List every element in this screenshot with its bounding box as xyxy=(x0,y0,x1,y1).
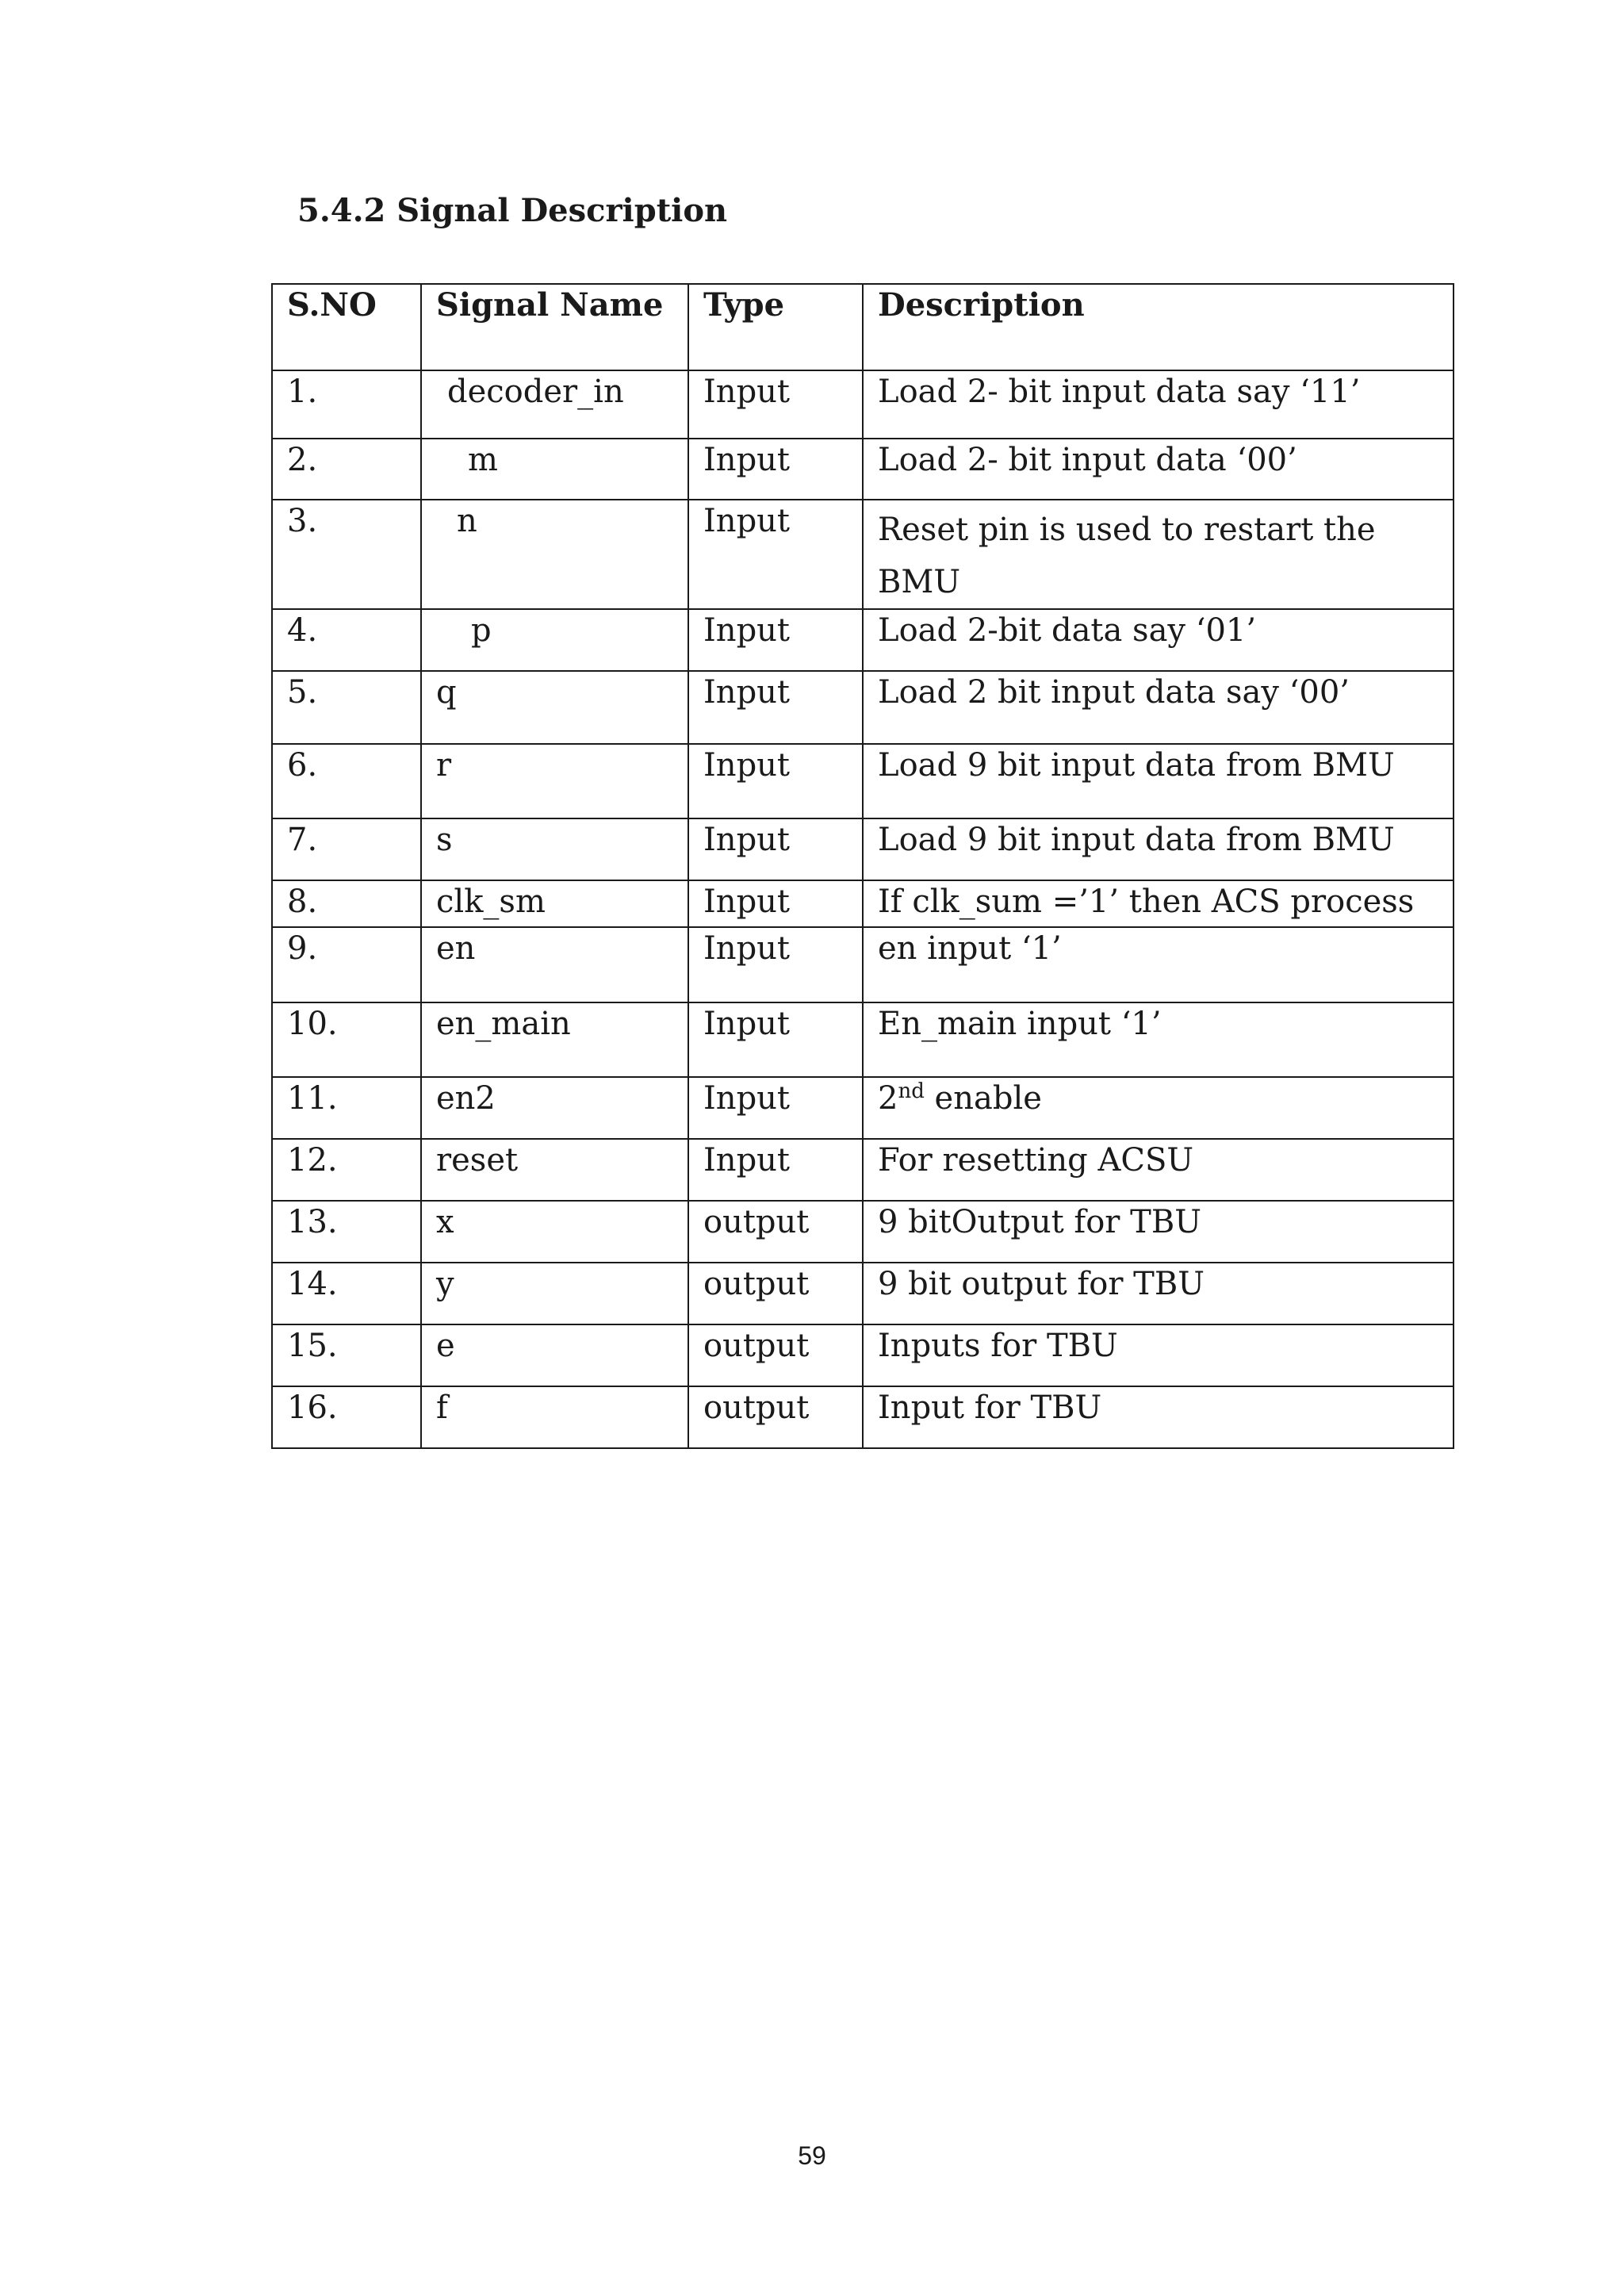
signal-name-text: p xyxy=(471,612,492,649)
cell-signal-name: clk_sm xyxy=(421,880,688,927)
cell-description: En_main input ‘1’ xyxy=(863,1002,1454,1077)
header-type: Type xyxy=(688,284,863,370)
cell-type: Input xyxy=(688,609,863,671)
cell-type: Input xyxy=(688,370,863,439)
description-superscript: nd xyxy=(898,1079,925,1103)
cell-description: Load 2- bit input data say ‘11’ xyxy=(863,370,1454,439)
cell-signal-name: reset xyxy=(421,1139,688,1201)
table-row xyxy=(272,1201,1454,1263)
table-row xyxy=(272,609,1454,671)
cell-signal-name: x xyxy=(421,1201,688,1263)
cell-signal-name: q xyxy=(421,671,688,744)
table-row xyxy=(272,671,1454,744)
cell-type: Input xyxy=(688,927,863,1002)
cell-sno: 7. xyxy=(272,818,421,880)
cell-signal-name xyxy=(421,500,688,609)
cell-description xyxy=(863,1077,1454,1139)
cell-description: If clk_sum =’1’ then ACS process xyxy=(863,880,1454,927)
cell-signal-name: r xyxy=(421,744,688,818)
cell-sno: 2. xyxy=(272,439,421,500)
signal-description-table xyxy=(271,283,1454,1449)
section-heading: 5.4.2 Signal Description xyxy=(297,192,728,229)
table-row xyxy=(272,1263,1454,1324)
cell-description: Load 2-bit data say ‘01’ xyxy=(863,609,1454,671)
cell-sno: 5. xyxy=(272,671,421,744)
cell-signal-name xyxy=(421,370,688,439)
cell-signal-name: en_main xyxy=(421,1002,688,1077)
cell-type: output xyxy=(688,1263,863,1324)
description-prefix: 2 xyxy=(878,1080,898,1117)
table-row xyxy=(272,1077,1454,1139)
cell-sno: 9. xyxy=(272,927,421,1002)
cell-description: 9 bitOutput for TBU xyxy=(863,1201,1454,1263)
signal-name-text: m xyxy=(468,442,498,478)
cell-sno: 4. xyxy=(272,609,421,671)
table-row xyxy=(272,500,1454,609)
cell-description: en input ‘1’ xyxy=(863,927,1454,1002)
signal-name-text: n xyxy=(457,503,477,539)
table-row xyxy=(272,1139,1454,1201)
cell-type: Input xyxy=(688,880,863,927)
cell-sno: 13. xyxy=(272,1201,421,1263)
cell-sno: 15. xyxy=(272,1324,421,1386)
page-number: 59 xyxy=(798,2141,826,2170)
cell-signal-name: y xyxy=(421,1263,688,1324)
cell-sno: 3. xyxy=(272,500,421,609)
header-description: Description xyxy=(863,284,1454,370)
cell-description: Load 9 bit input data from BMU xyxy=(863,818,1454,880)
cell-type: output xyxy=(688,1201,863,1263)
table-row xyxy=(272,1002,1454,1077)
cell-signal-name: s xyxy=(421,818,688,880)
table-row xyxy=(272,744,1454,818)
cell-sno: 1. xyxy=(272,370,421,439)
cell-signal-name: e xyxy=(421,1324,688,1386)
cell-type: Input xyxy=(688,1139,863,1201)
table-row xyxy=(272,927,1454,1002)
cell-signal-name xyxy=(421,609,688,671)
table-row xyxy=(272,880,1454,927)
cell-sno: 14. xyxy=(272,1263,421,1324)
table-row xyxy=(272,439,1454,500)
cell-type: Input xyxy=(688,744,863,818)
cell-type: output xyxy=(688,1386,863,1448)
table-header-row xyxy=(272,284,1454,370)
cell-sno: 11. xyxy=(272,1077,421,1139)
cell-description: Inputs for TBU xyxy=(863,1324,1454,1386)
cell-description: Load 2- bit input data ‘00’ xyxy=(863,439,1454,500)
cell-type: Input xyxy=(688,500,863,609)
cell-type: Input xyxy=(688,818,863,880)
cell-description: 9 bit output for TBU xyxy=(863,1263,1454,1324)
cell-signal-name: f xyxy=(421,1386,688,1448)
cell-signal-name: en2 xyxy=(421,1077,688,1139)
cell-type: output xyxy=(688,1324,863,1386)
cell-type: Input xyxy=(688,1077,863,1139)
signal-name-text: decoder_in xyxy=(447,374,624,410)
header-signal-name: Signal Name xyxy=(421,284,688,370)
cell-description: Load 2 bit input data say ‘00’ xyxy=(863,671,1454,744)
cell-description: Input for TBU xyxy=(863,1386,1454,1448)
cell-signal-name xyxy=(421,439,688,500)
cell-description xyxy=(863,500,1454,609)
cell-description: For resetting ACSU xyxy=(863,1139,1454,1201)
cell-type: Input xyxy=(688,671,863,744)
table-row xyxy=(272,370,1454,439)
table-row xyxy=(272,1324,1454,1386)
table-row xyxy=(272,1386,1454,1448)
cell-sno: 8. xyxy=(272,880,421,927)
cell-sno: 6. xyxy=(272,744,421,818)
header-sno: S.NO xyxy=(272,284,421,370)
cell-type: Input xyxy=(688,439,863,500)
cell-sno: 12. xyxy=(272,1139,421,1201)
cell-type: Input xyxy=(688,1002,863,1077)
cell-description: Load 9 bit input data from BMU xyxy=(863,744,1454,818)
description-suffix: enable xyxy=(924,1080,1042,1117)
cell-signal-name: en xyxy=(421,927,688,1002)
cell-sno: 10. xyxy=(272,1002,421,1077)
description-text: Reset pin is used to restart the BMU xyxy=(878,512,1376,600)
cell-sno: 16. xyxy=(272,1386,421,1448)
table-row xyxy=(272,818,1454,880)
